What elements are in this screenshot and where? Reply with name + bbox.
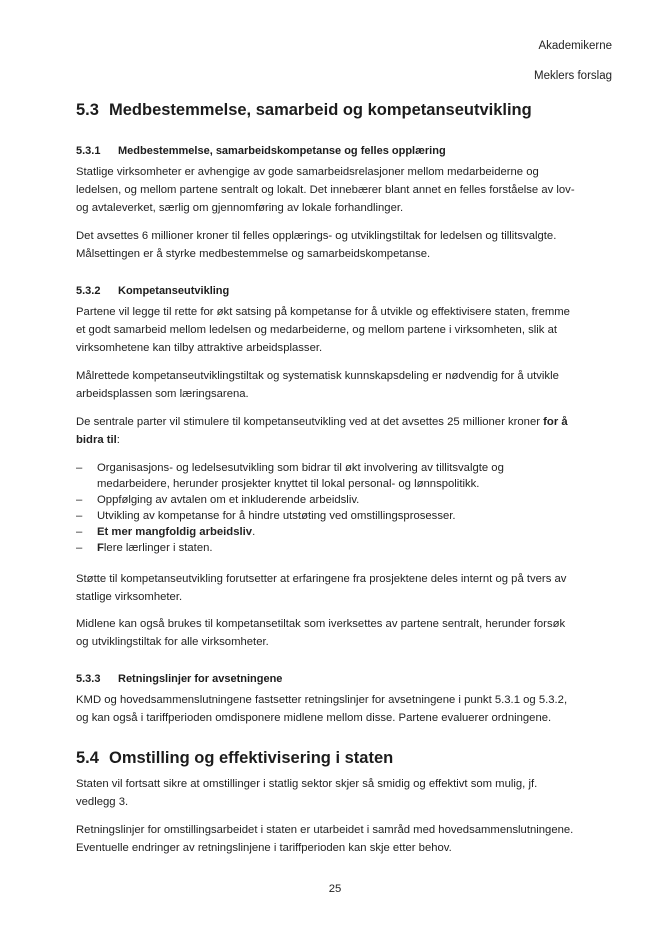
bold-text: for å xyxy=(543,416,568,428)
subsection-title: Medbestemmelse, samarbeidskompetanse og felles opplæring xyxy=(118,145,446,157)
section-number: 5.4 xyxy=(76,749,99,767)
text-line: ledelsen, og mellom partene sentralt og lokalt. Det innebærer blant annet en felles forståelse av lov- xyxy=(76,184,575,196)
text-line: statlige virksomheter. xyxy=(76,591,183,603)
text-line: og utviklingstiltak for alle virksomheter. xyxy=(76,636,269,648)
dash-bullet: – xyxy=(76,510,83,522)
text-line: Oppfølging av avtalen om et inkluderende arbeidsliv. xyxy=(97,494,360,506)
text-run: De sentrale parter vil stimulere til kompetanseutvikling ved at det avsettes 25 millioner kroner xyxy=(76,416,544,428)
list-item xyxy=(76,524,596,540)
dash-bullet: – xyxy=(76,462,83,474)
dash-bullet: – xyxy=(76,542,83,554)
subsection-heading-5-3-2 xyxy=(76,285,229,297)
text-line: Statlige virksomheter er avhengige av gode samarbeidsrelasjoner mellom medarbeiderne og xyxy=(76,166,539,178)
text-line: arbeidsplassen som læringsarena. xyxy=(76,388,249,400)
subsection-number: 5.3.2 xyxy=(76,285,101,297)
text-run: . xyxy=(252,526,256,538)
list-item xyxy=(76,492,596,508)
paragraph xyxy=(76,570,596,606)
text-run: lere lærlinger i staten. xyxy=(103,542,213,554)
paragraph xyxy=(76,227,596,263)
list-item xyxy=(76,460,596,492)
text-line xyxy=(76,413,596,431)
paragraph xyxy=(76,163,596,217)
text-line: Midlene kan også brukes til kompetansetiltak som iverksettes av partene sentralt, herunder forsøk xyxy=(76,618,566,630)
paragraph xyxy=(76,821,596,857)
header-organization: Akademikerne xyxy=(538,40,612,52)
header-subtitle: Meklers forslag xyxy=(534,70,612,82)
text-line: virksomhetene kan tilby attraktive arbeidsplasser. xyxy=(76,342,323,354)
text-line: Eventuelle endringer av retningslinjene i tariffperioden kan skje etter behov. xyxy=(76,842,452,854)
text-line: Støtte til kompetanseutvikling forutsetter at erfaringene fra prosjektene deles internt og på tvers av xyxy=(76,573,567,585)
text-line: Målrettede kompetanseutviklingstiltak og systematisk kunnskapsdeling er nødvendig for å utvikle xyxy=(76,370,559,382)
text-line xyxy=(97,540,596,556)
text-line: og kan også i tariffperioden omdisponere midlene mellom disse. Partene evaluerer ordningene. xyxy=(76,712,552,724)
subsection-number: 5.3.1 xyxy=(76,145,101,157)
text-line: Staten vil fortsatt sikre at omstillinger i statlig sektor skjer så smidig og effektivt som mulig, jf. xyxy=(76,778,538,790)
paragraph xyxy=(76,367,596,403)
paragraph xyxy=(76,691,596,727)
text-run: : xyxy=(116,434,120,446)
text-line: Retningslinjer for omstillingsarbeidet i staten er utarbeidet i samråd med hovedsammenslutningene. xyxy=(76,824,574,836)
page-number: 25 xyxy=(328,883,342,895)
subsection-heading-5-3-1 xyxy=(76,145,446,157)
section-heading-5-3 xyxy=(76,101,532,120)
text-line: Organisasjons- og ledelsesutvikling som bidrar til økt involvering av tillitsvalgte og xyxy=(97,462,504,474)
subsection-heading-5-3-3 xyxy=(76,673,282,685)
subsection-title: Kompetanseutvikling xyxy=(118,285,230,297)
dash-bullet: – xyxy=(76,494,83,506)
dash-bullet: – xyxy=(76,526,83,538)
section-heading-5-4 xyxy=(76,749,393,768)
text-line: Partene vil legge til rette for økt satsing på kompetanse for å utvikle og effektivisere staten, fremme xyxy=(76,306,570,318)
text-line: Utvikling av kompetanse for å hindre utstøting ved omstillingsprosesser. xyxy=(97,510,456,522)
paragraph xyxy=(76,303,596,357)
text-line: et godt samarbeid mellom ledelsen og medarbeiderne, og mellom partene i virksomheten, slik at xyxy=(76,324,557,336)
bold-text: Et mer mangfoldig arbeidsliv xyxy=(97,526,253,538)
text-line: Det avsettes 6 millioner kroner til felles opplærings- og utviklingstiltak for ledelsen og tillitsvalgte. xyxy=(76,230,557,242)
bold-text: bidra til xyxy=(76,434,117,446)
paragraph xyxy=(76,775,596,811)
text-line xyxy=(76,431,596,449)
text-line: Målsettingen er å styrke medbestemmelse og samarbeidskompetanse. xyxy=(76,248,431,260)
text-line xyxy=(97,524,596,540)
subsection-number: 5.3.3 xyxy=(76,673,101,685)
list-item xyxy=(76,508,596,524)
text-line: KMD og hovedsammenslutningene fastsetter retningslinjer for avsetningene i punkt 5.3.1 og 5.3.2, xyxy=(76,694,568,706)
text-line: vedlegg 3. xyxy=(76,796,129,808)
paragraph xyxy=(76,413,596,449)
text-line: og avtaleverket, særlig om gjennomføring av lokale forhandlinger. xyxy=(76,202,404,214)
text-line: medarbeidere, herunder prosjekter knyttet til lokal personal- og lønnspolitikk. xyxy=(97,478,480,490)
list-item xyxy=(76,540,596,556)
bold-text: F xyxy=(97,542,104,554)
bullet-list xyxy=(76,460,596,556)
section-title: Medbestemmelse, samarbeid og kompetanseutvikling xyxy=(109,101,532,119)
section-title: Omstilling og effektivisering i staten xyxy=(109,749,394,767)
section-number: 5.3 xyxy=(76,101,99,119)
paragraph xyxy=(76,615,596,651)
subsection-title: Retningslinjer for avsetningene xyxy=(118,673,283,685)
